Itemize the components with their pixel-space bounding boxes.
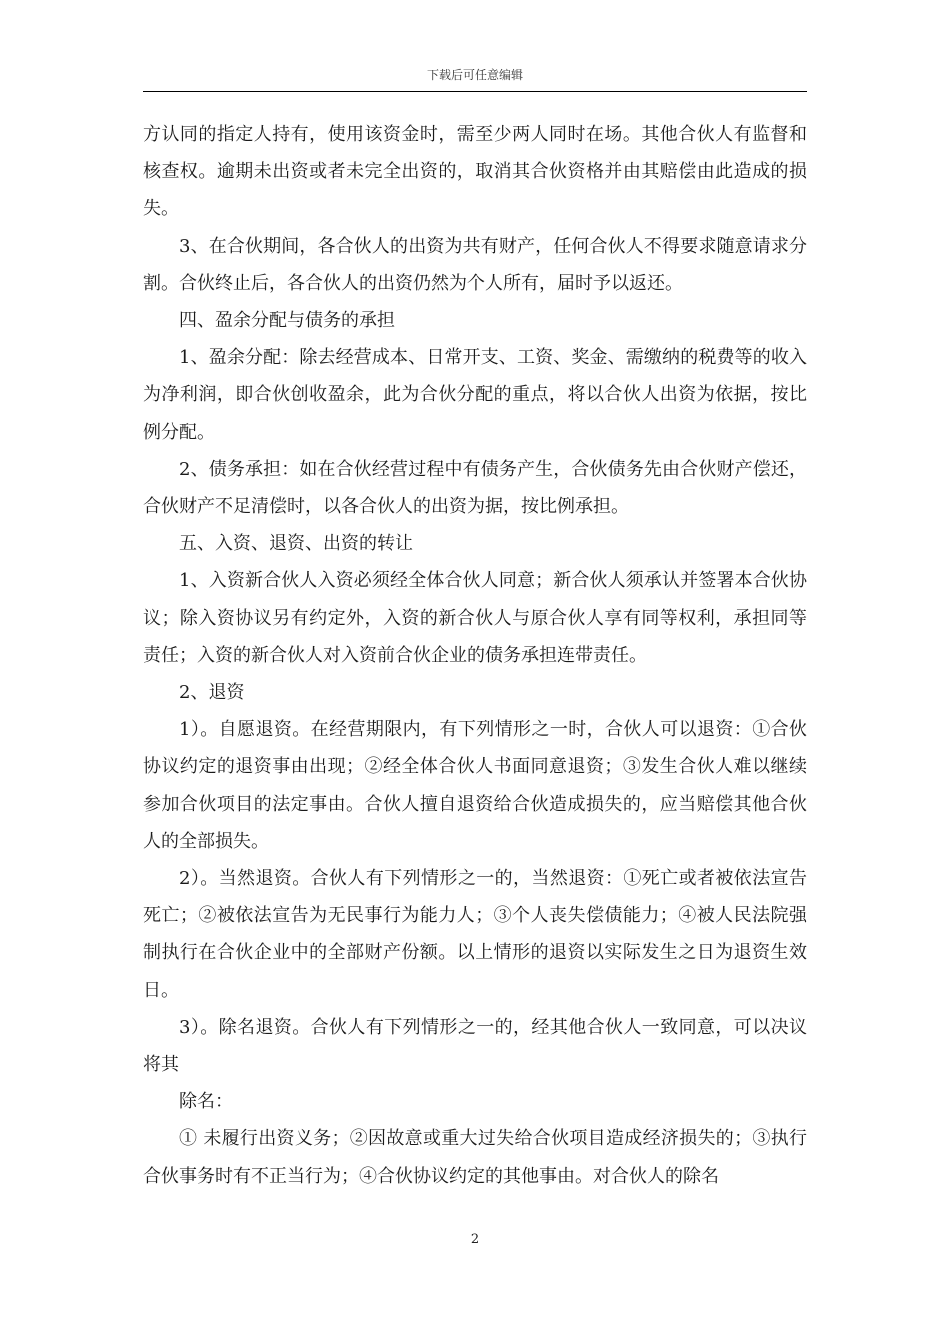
document-body — [143, 116, 807, 1195]
section-heading: 五、入资、退资、出资的转让 — [179, 533, 413, 555]
page-number: 2 — [470, 1232, 480, 1247]
paragraph: 2、债务承担：如在合伙经营过程中有债务产生，合伙债务先由合伙财产偿还，合伙财产不足清偿时，以各合伙人的出资为据，按比例承担。 — [143, 458, 807, 518]
paragraph: 3、在合伙期间，各合伙人的出资为共有财产，任何合伙人不得要求随意请求分割。合伙终止后，各合伙人的出资仍然为个人所有，届时予以返还。 — [143, 235, 807, 294]
paragraph: 方认同的指定人持有，使用该资金时，需至少两人同时在场。其他合伙人有监督和核查权。逾期未出资或者未完全出资的，取消其合伙资格并由其赔偿由此造成的损失。 — [143, 124, 807, 220]
header-divider — [143, 91, 807, 92]
paragraph: 2）。当然退资。合伙人有下列情形之一的，当然退资：①死亡或者被依法宣告死亡；②被依法宣告为无民事行为能力人；③个人丧失偿债能力；④被人民法院强制执行在合伙企业中的全部财产份额。以上情形的退资以实际发生之日为退资生效日。 — [143, 868, 807, 1001]
paragraph: 1）。自愿退资。在经营期限内，有下列情形之一时，合伙人可以退资：①合伙协议约定的退资事由出现；②经全体合伙人书面同意退资；③发生合伙人难以继续参加合伙项目的法定事由。合伙人擅自退资给合伙造成损失的，应当赔偿其他合伙人的全部损失。 — [143, 719, 807, 852]
paragraph: 除名： — [179, 1091, 233, 1113]
subsection-heading: 2、退资 — [179, 682, 245, 704]
section-heading: 四、盈余分配与债务的承担 — [179, 310, 395, 332]
paragraph: 1、盈余分配：除去经营成本、日常开支、工资、奖金、需缴纳的税费等的收入为净利润，即合伙创收盈余，此为合伙分配的重点，将以合伙人出资为依据，按比例分配。 — [143, 347, 807, 443]
paragraph: ① 未履行出资义务；②因故意或重大过失给合伙项目造成经济损失的；③执行合伙事务时有不正当行为；④合伙协议约定的其他事由。对合伙人的除名 — [143, 1128, 807, 1187]
paragraph: 3）。除名退资。合伙人有下列情形之一的，经其他合伙人一致同意，可以决议将其 — [143, 1016, 807, 1076]
paragraph: 1、入资新合伙人入资必须经全体合伙人同意；新合伙人须承认并签署本合伙协议；除入资协议另有约定外，入资的新合伙人与原合伙人享有同等权利，承担同等责任；入资的新合伙人对入资前合伙企业的债务承担连带责任。 — [143, 570, 807, 666]
page-header: 下载后可任意编辑 — [426, 68, 523, 82]
